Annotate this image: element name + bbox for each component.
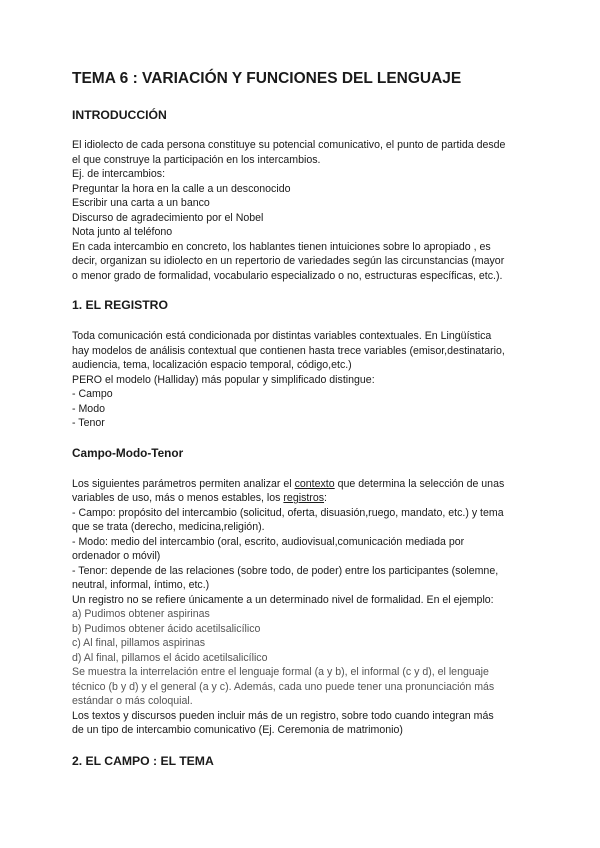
example-line: b) Pudimos obtener ácido acetilsalicílico bbox=[72, 623, 261, 635]
example-line: estándar o más coloquial. bbox=[72, 695, 193, 707]
cmt-line: - Tenor: depende de las relaciones (sobre todo, de poder) entre los participantes (solemne, bbox=[72, 565, 499, 577]
example-line: Se muestra la interrelación entre el lenguaje formal (a y b), el informal (c y d), el lenguaje bbox=[72, 666, 489, 678]
registro-line: audiencia, tema, localización espacio temporal, código,etc.) bbox=[72, 359, 352, 371]
registro-list-item: - Modo bbox=[72, 403, 105, 415]
intro-line: Nota junto al teléfono bbox=[72, 226, 173, 238]
closing-line: Los textos y discursos pueden incluir más de un registro, sobre todo cuando integran más bbox=[72, 710, 494, 722]
cmt-line: - Campo: propósito del intercambio (solicitud, oferta, disuasión,ruego, mandato, etc.) y tema bbox=[72, 507, 504, 519]
closing-line: de un tipo de intercambio comunicativo (Ej. Ceremonia de matrimonio) bbox=[72, 724, 403, 736]
example-line: técnico (b y d) y el general (a y c). Además, cada uno puede tener una pronunciación más bbox=[72, 681, 495, 693]
campo-heading: 2. EL CAMPO : EL TEMA bbox=[72, 754, 214, 768]
intro-line: Escribir una carta a un banco bbox=[72, 197, 210, 209]
registro-line: Toda comunicación está condicionada por distintas variables contextuales. En Lingüística bbox=[72, 330, 492, 342]
cmt-line: - Modo: medio del intercambio (oral, escrito, audiovisual,comunicación mediada por bbox=[72, 536, 465, 548]
registro-list-item: - Campo bbox=[72, 388, 113, 400]
cmt-line-text: variables de uso, más o menos estables, los bbox=[72, 492, 284, 504]
cmt-line: Un registro no se refiere únicamente a un determinado nivel de formalidad. En el ejemplo: bbox=[72, 594, 494, 606]
registro-list-item: - Tenor bbox=[72, 417, 105, 429]
example-line: c) Al final, pillamos aspirinas bbox=[72, 637, 206, 649]
intro-line: En cada intercambio en concreto, los hablantes tienen intuiciones sobre lo apropiado , es bbox=[72, 241, 491, 253]
cmt-heading: Campo-Modo-Tenor bbox=[72, 446, 184, 460]
intro-line: Discurso de agradecimiento por el Nobel bbox=[72, 212, 264, 224]
cmt-line bbox=[72, 491, 327, 505]
cmt-line-text: Los siguientes parámetros permiten analizar el bbox=[72, 478, 295, 490]
cmt-line-text: : bbox=[324, 492, 327, 504]
intro-line: o menor grado de formalidad, vocabulario especializado o no, estructuras específicas, etc.). bbox=[72, 270, 503, 282]
cmt-line: ordenador o móvil) bbox=[72, 550, 161, 562]
example-line: a) Pudimos obtener aspirinas bbox=[72, 608, 210, 620]
intro-line: Preguntar la hora en la calle a un desconocido bbox=[72, 183, 291, 195]
document-title: TEMA 6 : VARIACIÓN Y FUNCIONES DEL LENGUAJE bbox=[72, 70, 462, 87]
intro-line: decir, organizan su idiolecto en un repertorio de variedades según las circunstancias (mayor bbox=[72, 255, 505, 267]
intro-line: el que construye la participación en los intercambios. bbox=[72, 154, 321, 166]
cmt-line: neutral, informal, íntimo, etc.) bbox=[72, 579, 210, 591]
example-line: d) Al final, pillamos el ácido acetilsalicílico bbox=[72, 652, 268, 664]
registro-line: hay modelos de análisis contextual que contienen hasta trece variables (emisor,destinatario, bbox=[72, 345, 505, 357]
cmt-line: que se trata (derecho, medicina,religión). bbox=[72, 521, 265, 533]
intro-line: El idiolecto de cada persona constituye su potencial comunicativo, el punto de partida desde bbox=[72, 139, 506, 151]
cmt-line-text: que determina la selección de unas bbox=[334, 478, 505, 490]
registros-link[interactable]: registros bbox=[283, 492, 325, 504]
registro-heading: 1. EL REGISTRO bbox=[72, 298, 168, 312]
intro-heading: INTRODUCCIÓN bbox=[72, 108, 167, 122]
registro-line: PERO el modelo (Halliday) más popular y simplificado distingue: bbox=[72, 374, 375, 386]
intro-line: Ej. de intercambios: bbox=[72, 168, 166, 180]
contexto-link[interactable]: contexto bbox=[294, 478, 335, 490]
cmt-line bbox=[72, 477, 504, 491]
